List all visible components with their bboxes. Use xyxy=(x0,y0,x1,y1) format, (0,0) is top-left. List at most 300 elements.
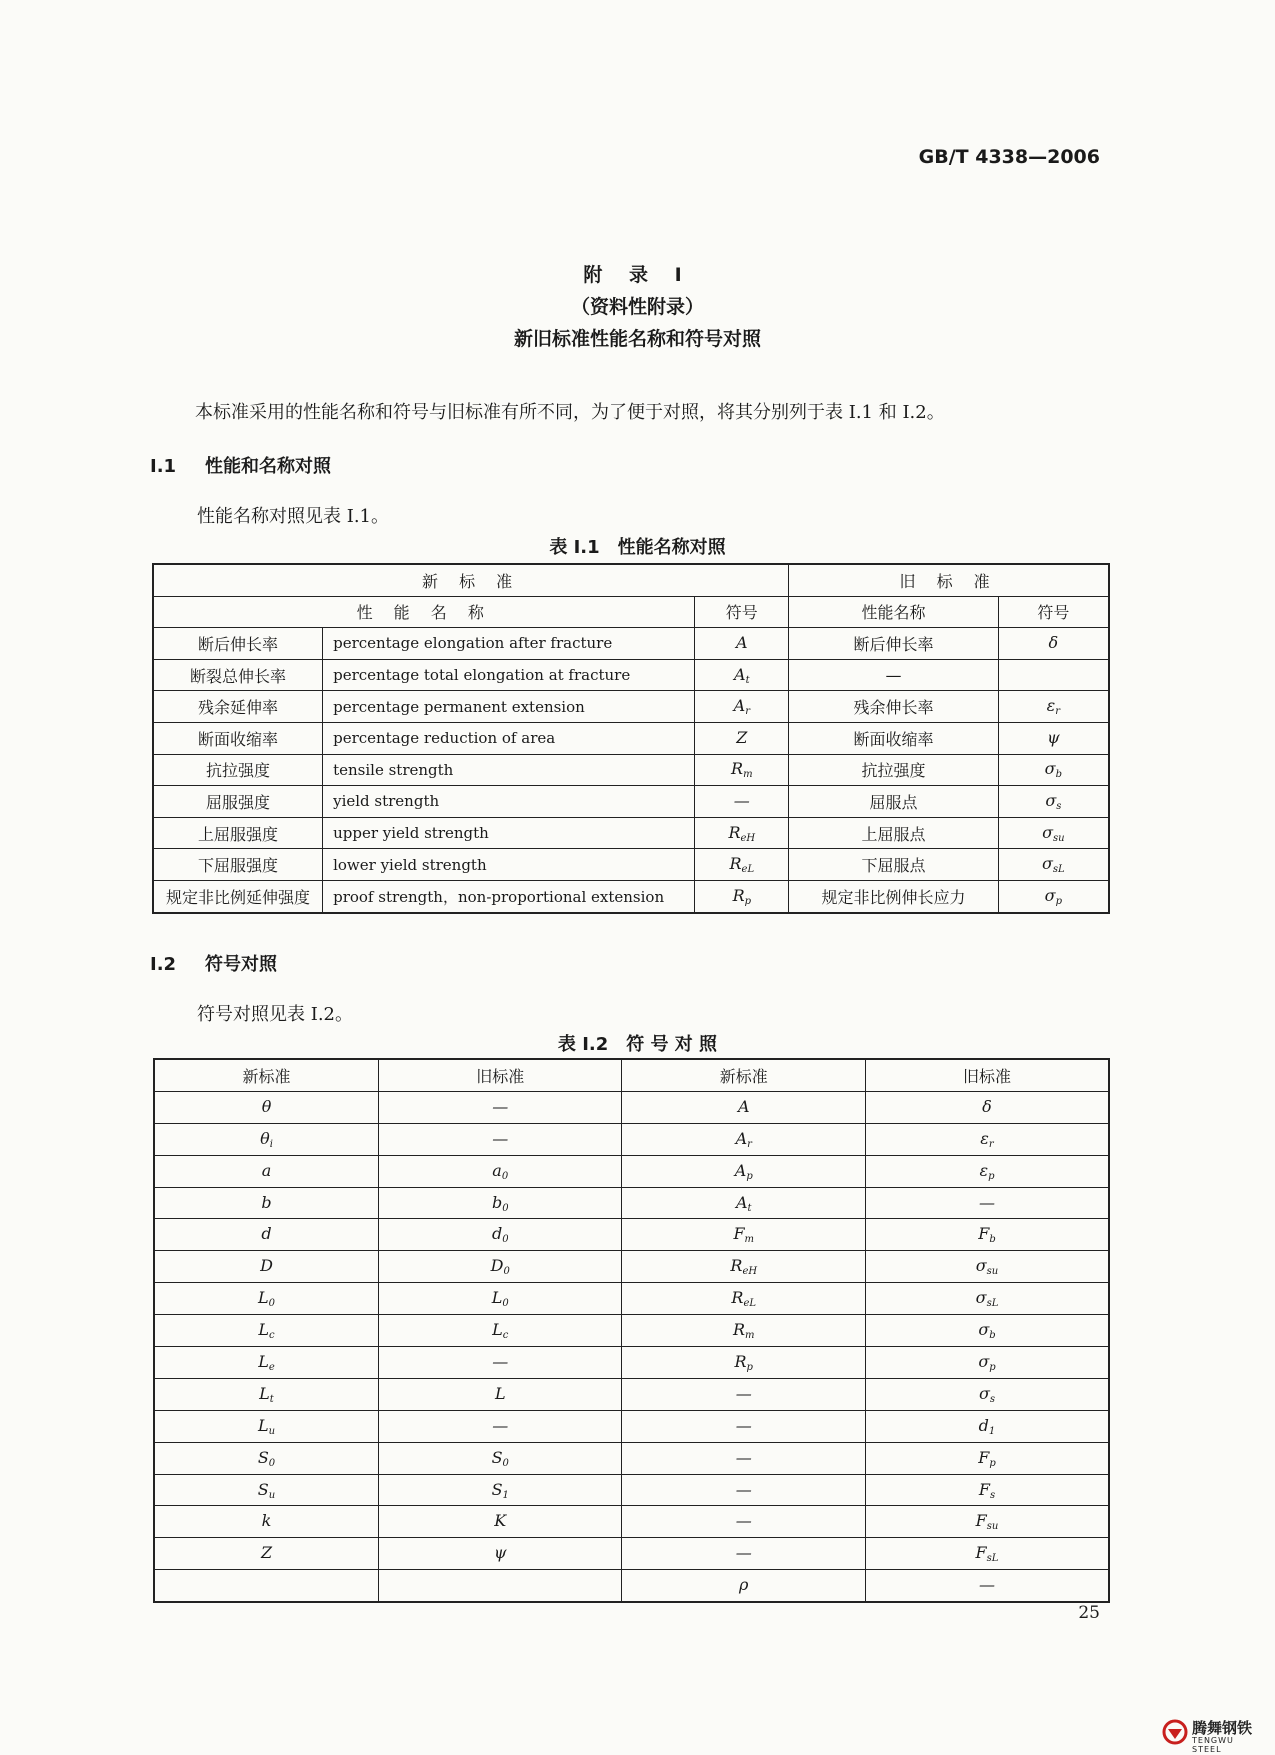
cell-text: b xyxy=(491,1192,503,1212)
property-name-en xyxy=(323,628,695,660)
symbol-subscript: i xyxy=(269,1138,273,1150)
symbol-subscript: u xyxy=(268,1489,276,1501)
old-symbol xyxy=(865,1570,1109,1602)
cell-text: L xyxy=(259,1383,270,1403)
property-name-cn xyxy=(153,849,323,881)
cell-text: 抗拉强度 xyxy=(206,761,271,781)
old-symbol xyxy=(865,1474,1109,1506)
new-symbol xyxy=(622,1378,866,1410)
table-row xyxy=(154,1123,1109,1155)
old-property-name xyxy=(789,880,998,912)
symbol-subscript: s xyxy=(989,1393,996,1405)
property-name-en xyxy=(323,880,695,912)
old-symbol xyxy=(379,1187,622,1219)
table-row xyxy=(154,1538,1109,1570)
old-symbol xyxy=(865,1219,1109,1251)
new-symbol xyxy=(154,1570,379,1602)
cell-text: σ xyxy=(978,1383,990,1403)
cell-text: σ xyxy=(1045,790,1057,810)
cell-text: R xyxy=(731,759,744,779)
symbol-subscript: r xyxy=(1055,706,1061,718)
symbol-subscript: 0 xyxy=(268,1457,276,1469)
new-symbol xyxy=(622,1091,866,1123)
watermark-subtext: TENGWU STEEL xyxy=(1192,1736,1234,1754)
new-symbol xyxy=(622,1474,866,1506)
property-name-cn xyxy=(153,722,323,754)
table-row xyxy=(153,880,1109,912)
old-symbol xyxy=(379,1219,622,1251)
old-symbol xyxy=(998,722,1109,754)
cell-text: δ xyxy=(982,1096,992,1116)
cell-text: σ xyxy=(978,1320,990,1340)
cell-text: θ xyxy=(260,1128,270,1148)
new-symbol xyxy=(622,1283,866,1315)
cell-text: D xyxy=(490,1256,504,1276)
cell-text: θ xyxy=(261,1096,272,1116)
cell-text: percentage permanent extension xyxy=(333,697,585,716)
header-new-standard-2: 新标准 xyxy=(622,1059,866,1091)
cell-text: R xyxy=(729,854,742,874)
symbol-subscript: 0 xyxy=(503,1266,510,1278)
cell-text: S xyxy=(257,1447,269,1467)
appendix-name: 新旧标准性能名称和符号对照 xyxy=(513,328,761,350)
symbol-subscript: eL xyxy=(741,864,755,876)
cell-text: 残余延伸率 xyxy=(198,698,279,718)
symbol-subscript: c xyxy=(502,1330,509,1342)
section-2-text: 符号对照见表 I.2。 xyxy=(197,1004,354,1025)
symbol-subscript: sL xyxy=(1052,864,1065,876)
old-property-name xyxy=(789,754,998,786)
new-symbol xyxy=(622,1123,866,1155)
table-property-names xyxy=(152,563,1110,914)
header-old-property-name: 性能名称 xyxy=(789,596,998,628)
cell-text: — xyxy=(733,790,750,810)
cell-text: L xyxy=(494,1383,506,1403)
cell-text: percentage reduction of area xyxy=(333,729,556,748)
old-symbol xyxy=(379,1538,622,1570)
cell-text: A xyxy=(735,1192,748,1212)
cell-text: a xyxy=(261,1160,272,1180)
old-symbol xyxy=(998,628,1109,660)
new-symbol xyxy=(154,1251,379,1283)
old-symbol xyxy=(865,1315,1109,1347)
new-symbol xyxy=(622,1347,866,1379)
cell-text: — xyxy=(735,1415,752,1435)
cell-text: percentage total elongation at fracture xyxy=(333,666,631,685)
cell-text: 屈服强度 xyxy=(206,792,271,812)
symbol-subscript: m xyxy=(745,1330,755,1342)
cell-text: A xyxy=(734,664,746,684)
cell-text: L xyxy=(258,1288,269,1308)
tengwu-logo-icon xyxy=(1162,1719,1188,1745)
cell-text: S xyxy=(257,1479,269,1499)
new-symbol xyxy=(622,1251,866,1283)
cell-text: ε xyxy=(1046,696,1056,716)
cell-text: upper yield strength xyxy=(333,824,489,843)
cell-text: 残余伸长率 xyxy=(853,698,934,718)
new-symbol xyxy=(154,1091,379,1123)
old-symbol xyxy=(379,1091,622,1123)
cell-text: F xyxy=(978,1447,990,1467)
cell-text: 上屈服点 xyxy=(861,824,926,844)
symbol-subscript: eH xyxy=(742,1266,758,1278)
symbol-subscript: 0 xyxy=(502,1457,509,1469)
new-symbol xyxy=(154,1123,379,1155)
property-name-cn xyxy=(153,880,323,912)
cell-text: F xyxy=(975,1543,987,1563)
old-symbol xyxy=(865,1251,1109,1283)
cell-text: 下屈服点 xyxy=(861,856,926,876)
cell-text: proof strength，non-proportional extension xyxy=(333,887,665,906)
symbol-subscript: p xyxy=(744,895,752,907)
new-symbol xyxy=(154,1506,379,1538)
cell-text: ψ xyxy=(1047,727,1060,747)
cell-text: — xyxy=(978,1575,995,1595)
old-property-name xyxy=(789,628,998,660)
new-symbol xyxy=(154,1474,379,1506)
new-symbol xyxy=(695,817,789,849)
section-1-heading xyxy=(150,452,331,478)
cell-text: L xyxy=(492,1320,503,1340)
cell-text: percentage elongation after fracture xyxy=(333,634,613,653)
appendix-title: 附 录 I xyxy=(583,264,692,286)
cell-text: L xyxy=(491,1288,503,1308)
symbol-subscript: b xyxy=(989,1330,996,1342)
old-symbol xyxy=(998,691,1109,723)
cell-text: 上屈服强度 xyxy=(198,824,279,844)
cell-text: ε xyxy=(980,1128,989,1148)
new-symbol xyxy=(622,1442,866,1474)
cell-text: D xyxy=(260,1256,273,1276)
table-2-caption: 表 I.2 符 号 对 照 xyxy=(557,1034,718,1055)
header-old-standard: 旧 标 准 xyxy=(789,564,1109,596)
symbol-subscript: m xyxy=(743,769,753,781)
old-symbol xyxy=(865,1410,1109,1442)
new-symbol xyxy=(154,1283,379,1315)
table-row xyxy=(153,786,1109,818)
table-row xyxy=(154,1283,1109,1315)
symbol-subscript: su xyxy=(986,1521,999,1533)
cell-text: — xyxy=(885,665,902,685)
section-1-text: 性能名称对照见表 I.1。 xyxy=(197,506,390,527)
section-1-number: I.1 xyxy=(150,456,177,477)
table-row xyxy=(153,722,1109,754)
cell-text: — xyxy=(492,1096,509,1116)
new-symbol xyxy=(695,880,789,912)
table-row xyxy=(153,754,1109,786)
old-symbol xyxy=(379,1347,622,1379)
cell-text: ε xyxy=(979,1160,989,1180)
table-row xyxy=(153,628,1109,660)
new-symbol xyxy=(622,1219,866,1251)
old-symbol xyxy=(379,1123,622,1155)
cell-text: δ xyxy=(1048,632,1059,652)
new-symbol xyxy=(622,1506,866,1538)
old-symbol xyxy=(998,786,1109,818)
new-symbol xyxy=(695,628,789,660)
table-row xyxy=(153,817,1109,849)
cell-text: R xyxy=(730,1256,743,1276)
old-symbol xyxy=(865,1155,1109,1187)
table-row xyxy=(154,1155,1109,1187)
property-name-en xyxy=(323,691,695,723)
property-name-en xyxy=(323,659,695,691)
old-symbol xyxy=(379,1283,622,1315)
property-name-cn xyxy=(153,817,323,849)
cell-text: Z xyxy=(736,727,748,747)
cell-text: F xyxy=(975,1511,987,1531)
old-symbol xyxy=(379,1474,622,1506)
header-symbol: 符号 xyxy=(695,596,789,628)
watermark-text: 腾舞钢铁 xyxy=(1192,1719,1253,1737)
table-row xyxy=(154,1315,1109,1347)
new-symbol xyxy=(622,1315,866,1347)
symbol-subscript: t xyxy=(747,1202,752,1214)
cell-text: A xyxy=(737,1096,750,1116)
old-symbol xyxy=(998,880,1109,912)
new-symbol xyxy=(695,722,789,754)
cell-text: — xyxy=(735,1511,752,1531)
cell-text: 断裂总伸长率 xyxy=(190,666,287,686)
symbol-subscript: c xyxy=(269,1330,275,1342)
symbol-subscript: 1 xyxy=(502,1489,509,1501)
table-row xyxy=(153,849,1109,881)
symbol-subscript: b xyxy=(989,1234,996,1246)
cell-text: A xyxy=(734,1160,747,1180)
cell-text: 规定非比例延伸强度 xyxy=(166,887,311,907)
new-symbol xyxy=(695,691,789,723)
symbol-subscript: su xyxy=(986,1266,999,1278)
symbol-subscript: eH xyxy=(740,832,756,844)
cell-text: — xyxy=(735,1447,752,1467)
symbol-subscript: 0 xyxy=(502,1202,509,1214)
cell-text: d xyxy=(491,1224,503,1244)
new-symbol xyxy=(695,659,789,691)
old-symbol xyxy=(865,1347,1109,1379)
cell-text: σ xyxy=(1044,759,1056,779)
cell-text: F xyxy=(978,1224,990,1244)
cell-text: lower yield strength xyxy=(333,855,487,874)
old-symbol xyxy=(865,1187,1109,1219)
cell-text: Z xyxy=(260,1543,273,1563)
cell-text: S xyxy=(491,1447,503,1467)
symbol-subscript: 0 xyxy=(268,1298,275,1310)
watermark-logo xyxy=(1162,1715,1262,1754)
header-old-standard-2: 旧标准 xyxy=(865,1059,1109,1091)
header-new-standard: 新 标 准 xyxy=(153,564,789,596)
new-symbol xyxy=(154,1155,379,1187)
section-2-title: 符号对照 xyxy=(205,954,277,975)
cell-text: A xyxy=(736,632,748,652)
symbol-subscript: s xyxy=(1056,800,1062,812)
symbol-subscript: s xyxy=(989,1489,996,1501)
cell-text: σ xyxy=(1044,885,1056,905)
symbol-subscript: p xyxy=(989,1457,996,1469)
header-old-standard-1: 旧标准 xyxy=(379,1059,622,1091)
symbol-subscript: p xyxy=(746,1170,753,1182)
old-property-name xyxy=(789,849,998,881)
cell-text: d xyxy=(978,1415,989,1435)
cell-text: R xyxy=(734,1351,747,1371)
table-row xyxy=(154,1219,1109,1251)
cell-text: F xyxy=(733,1224,745,1244)
cell-text: 抗拉强度 xyxy=(861,761,926,781)
symbol-subscript: u xyxy=(268,1425,276,1437)
symbol-subscript: p xyxy=(746,1361,753,1373)
cell-text: 断后伸长率 xyxy=(198,634,279,654)
new-symbol xyxy=(695,786,789,818)
table-row xyxy=(154,1506,1109,1538)
symbol-subscript: r xyxy=(747,1138,752,1150)
cell-text: S xyxy=(491,1479,503,1499)
old-symbol xyxy=(379,1506,622,1538)
old-symbol xyxy=(998,754,1109,786)
old-symbol xyxy=(865,1506,1109,1538)
cell-text: d xyxy=(261,1224,272,1244)
cell-text: ρ xyxy=(739,1575,749,1595)
old-symbol xyxy=(379,1155,622,1187)
new-symbol xyxy=(154,1378,379,1410)
symbol-subscript: su xyxy=(1053,832,1065,844)
cell-text: R xyxy=(732,1320,746,1340)
header-property-name: 性 能 名 称 xyxy=(153,596,695,628)
cell-text: L xyxy=(258,1320,270,1340)
old-symbol xyxy=(865,1283,1109,1315)
cell-text: 断面收缩率 xyxy=(198,729,279,749)
new-symbol xyxy=(154,1442,379,1474)
old-symbol xyxy=(865,1378,1109,1410)
property-name-cn xyxy=(153,691,323,723)
property-name-en xyxy=(323,754,695,786)
table-1-caption: 表 I.1 性能名称对照 xyxy=(549,537,726,558)
old-symbol xyxy=(379,1315,622,1347)
table-row xyxy=(154,1091,1109,1123)
cell-text: tensile strength xyxy=(333,760,454,779)
cell-text: R xyxy=(728,822,741,842)
new-symbol xyxy=(154,1347,379,1379)
cell-text: — xyxy=(735,1479,752,1499)
old-symbol xyxy=(998,817,1109,849)
property-name-cn xyxy=(153,659,323,691)
page-number: 25 xyxy=(1078,1603,1100,1623)
property-name-en xyxy=(323,817,695,849)
new-symbol xyxy=(154,1219,379,1251)
cell-text: 断后伸长率 xyxy=(853,634,934,654)
symbol-subscript: eL xyxy=(743,1298,757,1310)
new-symbol xyxy=(622,1410,866,1442)
table-row xyxy=(154,1187,1109,1219)
new-symbol xyxy=(154,1315,379,1347)
symbol-subscript: sL xyxy=(986,1553,999,1565)
property-name-en xyxy=(323,722,695,754)
cell-text: L xyxy=(258,1351,269,1371)
section-1-title: 性能和名称对照 xyxy=(205,456,331,477)
property-name-cn xyxy=(153,786,323,818)
old-property-name xyxy=(789,659,998,691)
symbol-subscript: m xyxy=(744,1234,755,1246)
old-symbol xyxy=(379,1251,622,1283)
old-property-name xyxy=(789,817,998,849)
old-symbol xyxy=(379,1378,622,1410)
intro-paragraph: 本标准采用的性能名称和符号与旧标准有所不同，为了便于对照，将其分别列于表 I.1 和 I.2。 xyxy=(195,402,945,423)
old-symbol xyxy=(379,1410,622,1442)
section-2-heading xyxy=(150,950,277,976)
symbol-subscript: t xyxy=(269,1393,274,1405)
property-name-en xyxy=(323,849,695,881)
cell-text: σ xyxy=(978,1351,990,1371)
cell-text: 屈服点 xyxy=(869,792,918,812)
symbol-subscript: 0 xyxy=(502,1298,509,1310)
table-row xyxy=(154,1570,1109,1602)
symbol-subscript: 0 xyxy=(502,1234,509,1246)
symbol-subscript: sL xyxy=(986,1298,999,1310)
cell-text: yield strength xyxy=(333,792,440,811)
table-row xyxy=(153,659,1109,691)
table-row xyxy=(154,1474,1109,1506)
symbol-subscript: p xyxy=(1055,895,1062,907)
standard-code: GB/T 4338—2006 xyxy=(918,146,1100,168)
cell-text: — xyxy=(735,1543,752,1563)
appendix-subtitle: （资料性附录） xyxy=(570,296,704,318)
symbol-subscript: 0 xyxy=(501,1170,509,1182)
old-symbol xyxy=(998,849,1109,881)
new-symbol xyxy=(622,1155,866,1187)
table-row xyxy=(153,691,1109,723)
old-symbol xyxy=(998,659,1109,691)
cell-text: k xyxy=(261,1511,272,1531)
cell-text: — xyxy=(492,1415,509,1435)
cell-text: σ xyxy=(1042,822,1054,842)
cell-text: σ xyxy=(1041,854,1053,874)
old-symbol xyxy=(379,1570,622,1602)
new-symbol xyxy=(154,1187,379,1219)
cell-text: 下屈服强度 xyxy=(198,856,279,876)
old-symbol xyxy=(865,1091,1109,1123)
cell-text: — xyxy=(492,1351,509,1371)
property-name-en xyxy=(323,786,695,818)
table-row xyxy=(154,1410,1109,1442)
symbol-subscript: 1 xyxy=(988,1425,996,1437)
cell-text: R xyxy=(731,1288,744,1308)
symbol-subscript: e xyxy=(268,1361,275,1373)
old-symbol xyxy=(865,1538,1109,1570)
cell-text: 断面收缩率 xyxy=(853,729,934,749)
cell-text: b xyxy=(261,1192,272,1212)
table-row xyxy=(154,1347,1109,1379)
cell-text: ψ xyxy=(493,1543,507,1563)
old-symbol xyxy=(865,1442,1109,1474)
table-symbols xyxy=(153,1058,1110,1603)
symbol-subscript: r xyxy=(745,706,750,718)
cell-text: F xyxy=(978,1479,990,1499)
old-symbol xyxy=(865,1123,1109,1155)
cell-text: L xyxy=(257,1415,269,1435)
cell-text: σ xyxy=(975,1256,987,1276)
symbol-subscript: p xyxy=(988,1170,995,1182)
header-new-standard-1: 新标准 xyxy=(154,1059,379,1091)
section-2-number: I.2 xyxy=(150,954,177,975)
symbol-subscript: t xyxy=(745,674,750,686)
cell-text: σ xyxy=(975,1288,987,1308)
symbol-subscript: p xyxy=(989,1361,996,1373)
old-property-name xyxy=(789,722,998,754)
cell-text: a xyxy=(492,1160,502,1180)
symbol-subscript: r xyxy=(988,1138,994,1150)
cell-text: — xyxy=(492,1128,509,1148)
new-symbol xyxy=(154,1538,379,1570)
old-symbol xyxy=(379,1442,622,1474)
cell-text: A xyxy=(735,1128,748,1148)
